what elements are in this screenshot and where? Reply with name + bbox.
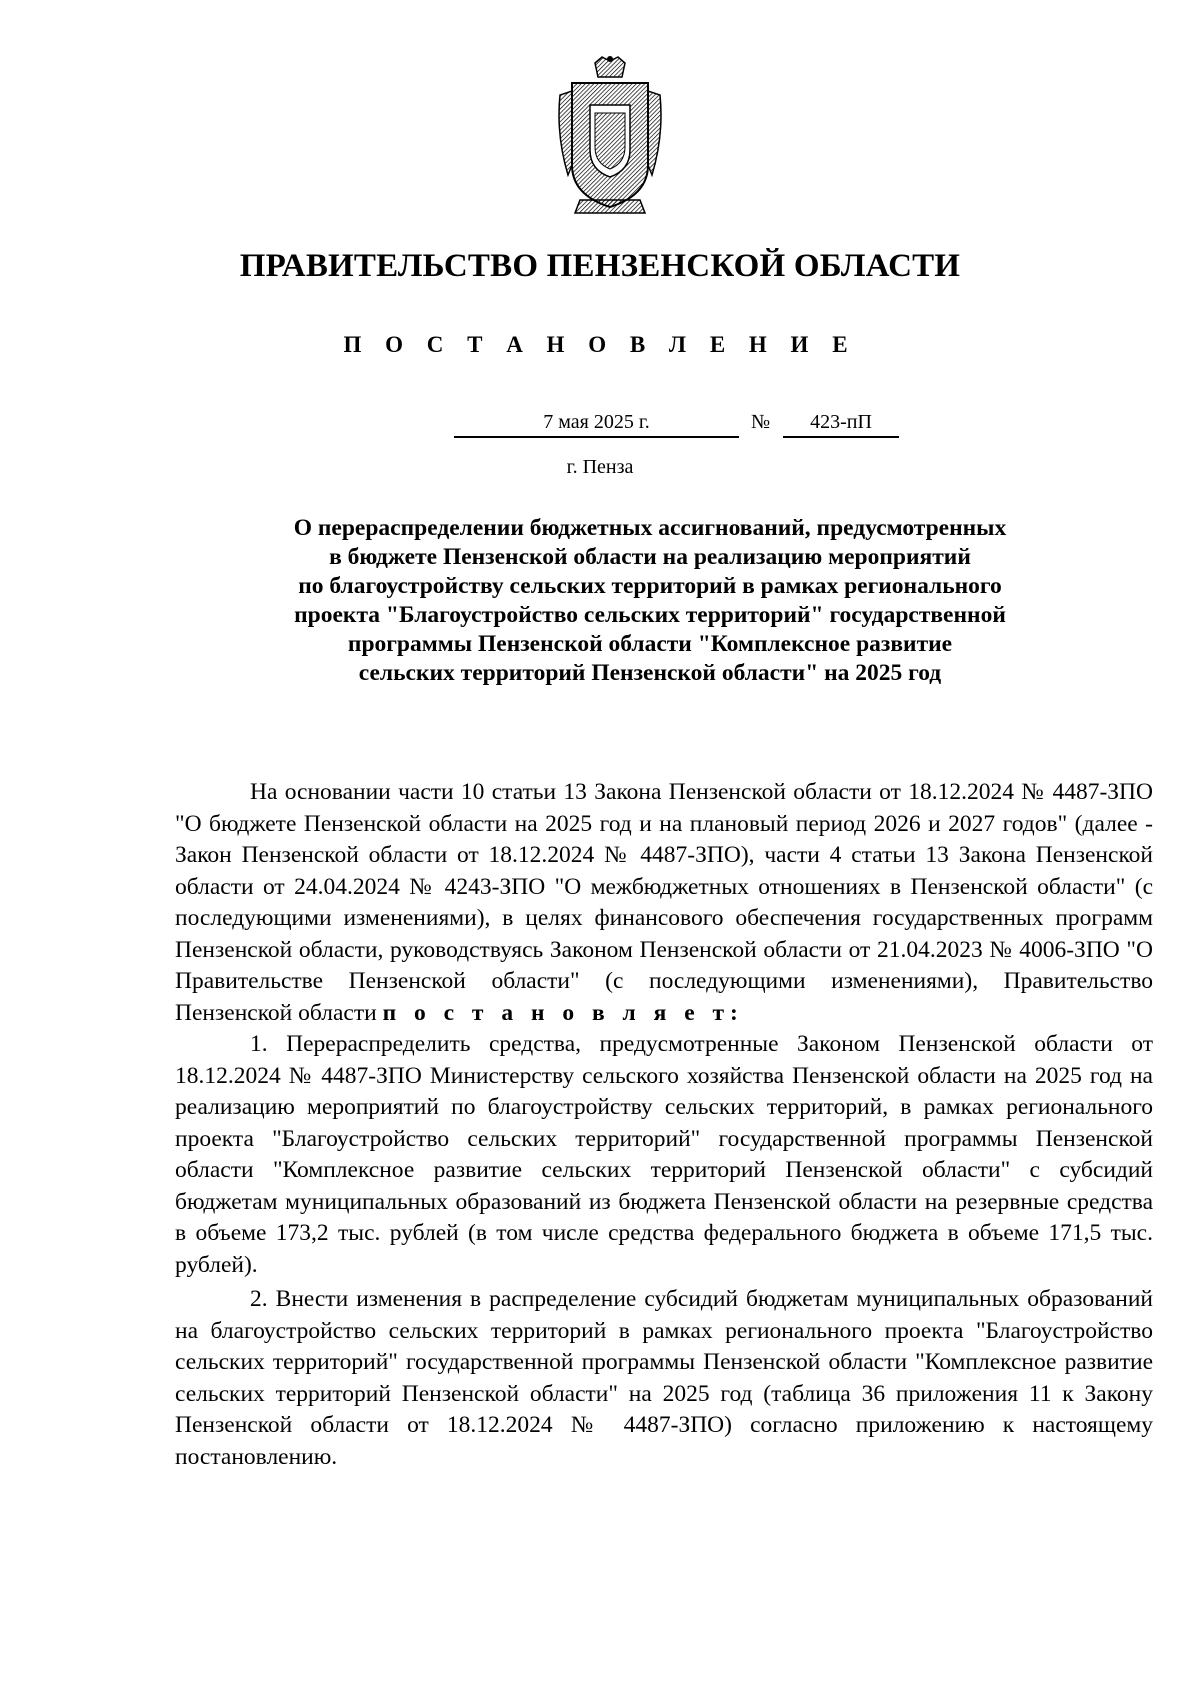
document-number: 423-пП: [783, 408, 899, 438]
coat-of-arms-penza-icon: [550, 55, 670, 215]
document-type: П О С Т А Н О В Л Е Н И Е: [343, 332, 857, 357]
item-2-paragraph: 2. Внести изменения в распределение субсидий бюджетам муниципальных образований на благоустройство сельских территорий в рамках регионального проекта "Благоустройство сельских территорий" государственной программы Пензенской области "Комплексное развитие сельских территорий Пензенской области" на 2025 год (таблица 36 приложения 11 к Закону Пензенской области от 18.12.2024 № 4487-ЗПО) согласно приложению к настоящему постановлению.: [175, 1286, 1153, 1470]
city-name: г. Пенза: [566, 456, 634, 478]
subject-line: проекта "Благоустройство сельских территорий" государственной: [294, 602, 1006, 628]
item-1-paragraph: 1. Перераспределить средства, предусмотренные Законом Пензенской области от 18.12.2024 № 4487-ЗПО Министерству сельского хозяйства Пензенской области на 2025 год на реализацию мероприятий по благоустройству сельских территорий, в рамках регионального проекта "Благоустройство сельских территорий" государственной программы Пензенской области "Комплексное развитие сельских территорий Пензенской области" с субсидий бюджетам муниципальных образований из бюджета Пензенской области на резервные средства в объеме 173,2 тыс. рублей (в том числе средства федерального бюджета в объеме 171,5 тыс. рублей).: [175, 1031, 1153, 1278]
number-sign: №: [751, 411, 771, 433]
subject-line: сельских территорий Пензенской области" на 2025 год: [358, 660, 942, 686]
subject-line: программы Пензенской области "Комплексное развитие: [347, 631, 953, 657]
decree-word: п о с т а н о в л я е т:: [382, 999, 744, 1026]
document-subject: [200, 514, 1100, 688]
subject-line: по благоустройству сельских территорий в рамках регионального: [298, 573, 1002, 599]
subject-line: в бюджете Пензенской области на реализацию мероприятий: [329, 544, 971, 570]
organization-title: ПРАВИТЕЛЬСТВО ПЕНЗЕНСКОЙ ОБЛАСТИ: [239, 248, 961, 284]
document-date: 7 мая 2025 г.: [454, 408, 739, 438]
preamble-text: На основании части 10 статьи 13 Закона Пензенской области от 18.12.2024 № 4487-ЗПО "О бюджете Пензенской области на 2025 год и на плановый период 2026 и 2027 годов" (далее - Закон Пензенской области от 18.12.2024 № 4487-ЗПО), части 4 статьи 13 Закона Пензенской области от 24.04.2024 № 4243-ЗПО "О межбюджетных отношениях в Пензенской области" (с последующими изменениями), в целях финансового обеспечения государственных программ Пензенской области, руководствуясь Законом Пензенской области от 21.04.2023 № 4006-ЗПО "О Правительстве Пензенской области" (с последующими изменениями), Правительство Пензенской области: [175, 779, 1153, 1026]
subject-line: О перераспределении бюджетных ассигнований, предусмотренных: [293, 515, 1007, 541]
document-body: [175, 777, 1153, 1473]
preamble-paragraph: [175, 777, 1153, 1029]
